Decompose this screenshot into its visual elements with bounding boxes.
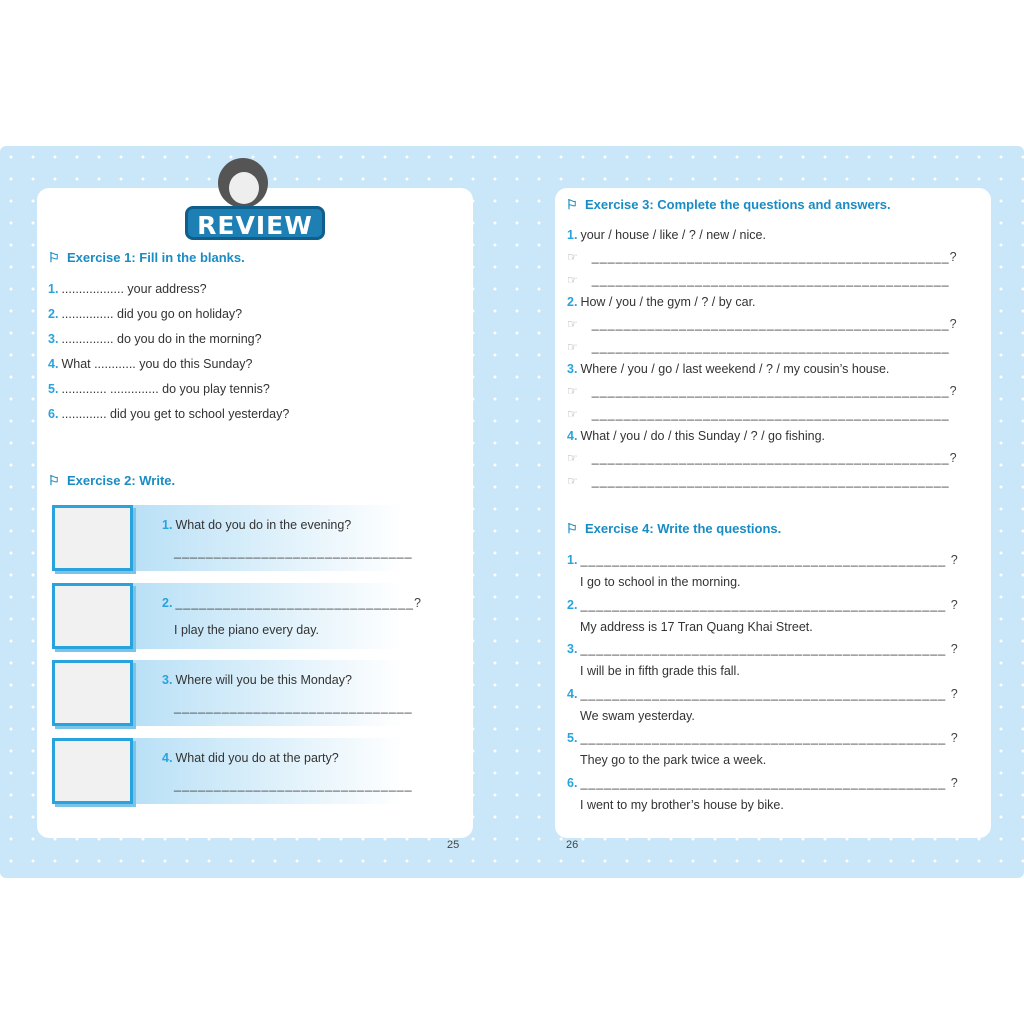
question-answer-line[interactable]: [567, 250, 958, 264]
exercise-1-item: [48, 407, 289, 421]
exercise-3-heading: [566, 197, 891, 212]
item-number: 5.: [48, 382, 59, 396]
blank-line[interactable]: _____________________________________________?: [591, 317, 958, 331]
exercise-picture: [52, 583, 133, 649]
exercise-4-question-line[interactable]: [567, 731, 959, 745]
item-text: .................. your address?: [61, 282, 207, 296]
item-number: 6.: [48, 407, 59, 421]
question-text[interactable]: What did you do at the party?: [175, 750, 339, 765]
exercise-4-question-line[interactable]: [567, 687, 959, 701]
blank-line[interactable]: _____________________________________________: [591, 273, 950, 287]
item-text: ............. did you get to school yesterday?: [61, 407, 290, 421]
blank-line[interactable]: _____________________________________________?: [591, 250, 958, 264]
item-text: ............. .............. do you play tennis?: [61, 382, 270, 396]
exercise-2-question: [162, 596, 422, 610]
exercise-3-prompt: [567, 295, 756, 309]
pointing-hand-icon: ☞: [567, 474, 578, 488]
item-number: 2.: [48, 307, 59, 321]
exercise-2-heading: [48, 473, 175, 488]
pointing-hand-icon: ☞: [567, 317, 578, 331]
exercise-4-question-line[interactable]: [567, 776, 959, 790]
question-answer-line[interactable]: [567, 384, 958, 398]
prompt-text: Where / you / go / last weekend / ? / my cousin’s house.: [580, 362, 890, 376]
item-number: 3.: [567, 642, 578, 657]
answer-band: [133, 505, 403, 571]
flag-icon: ⚐: [566, 197, 578, 212]
exercise-1-item: [48, 332, 262, 346]
item-number: 6.: [567, 776, 578, 790]
flag-icon: ⚐: [48, 250, 60, 265]
item-number: 1.: [567, 228, 578, 242]
flag-icon: ⚐: [566, 521, 578, 536]
blank-line[interactable]: ______________________________________________ ?: [580, 731, 959, 746]
exercise-2-question: [162, 518, 351, 532]
exercise-2-answer[interactable]: ______________________________: [174, 545, 413, 559]
heading-text: Exercise 3: Complete the questions and answers.: [585, 197, 891, 212]
exercise-2-answer: I play the piano every day.: [174, 622, 319, 637]
heading-text: Exercise 4: Write the questions.: [585, 521, 782, 536]
item-number: 3.: [162, 673, 173, 687]
heading-text: Exercise 2: Write.: [67, 473, 176, 488]
exercise-1-item: [48, 382, 270, 396]
item-text: What ............ you do this Sunday?: [61, 357, 253, 371]
prompt-text: What / you / do / this Sunday / ? / go fishing.: [580, 429, 826, 443]
blank-line[interactable]: ______________________________________________ ?: [580, 597, 959, 612]
item-number: 2.: [567, 597, 578, 612]
exercise-3-prompt: [567, 228, 766, 242]
exercise-2-answer[interactable]: ______________________________: [174, 700, 413, 714]
exercise-4-answer: I go to school in the morning.: [580, 575, 741, 589]
blank-line[interactable]: ______________________________________________ ?: [580, 553, 959, 567]
item-number: 2.: [567, 295, 578, 309]
exercise-1-heading: [48, 250, 245, 265]
question-answer-line[interactable]: [567, 317, 958, 331]
exercise-4-answer: My address is 17 Tran Quang Khai Street.: [580, 619, 813, 634]
question-text[interactable]: What do you do in the evening?: [175, 518, 352, 532]
answer-line[interactable]: [567, 407, 950, 421]
blank-line[interactable]: _____________________________________________?: [591, 451, 958, 465]
blank-line[interactable]: ______________________________________________ ?: [580, 776, 959, 790]
pointing-hand-icon: ☞: [567, 384, 578, 398]
exercise-4-answer: They go to the park twice a week.: [580, 753, 767, 768]
item-number: 1.: [567, 553, 578, 567]
answer-band: [133, 738, 403, 804]
page-number-right: 26: [566, 839, 579, 851]
exercise-4-heading: [566, 521, 781, 536]
question-text[interactable]: ______________________________?: [175, 595, 422, 610]
review-title: REVIEW 1: [185, 206, 325, 240]
exercise-1-item: [48, 307, 242, 321]
exercise-4-answer: I will be in fifth grade this fall.: [580, 664, 740, 679]
page-number-left: 25: [447, 839, 460, 851]
item-number: 4.: [567, 686, 578, 701]
exercise-3-prompt: [567, 429, 825, 443]
blank-line[interactable]: _____________________________________________: [591, 340, 950, 354]
exercise-4-answer: I went to my brother’s house by bike.: [580, 798, 784, 812]
item-number: 2.: [162, 595, 173, 610]
exercise-4-answer: We swam yesterday.: [580, 708, 695, 723]
exercise-4-question-line[interactable]: [567, 642, 959, 656]
blank-line[interactable]: ______________________________________________ ?: [580, 686, 959, 701]
exercise-2-question: [162, 751, 339, 765]
pointing-hand-icon: ☞: [567, 451, 578, 465]
answer-line[interactable]: [567, 273, 950, 287]
pointing-hand-icon: ☞: [567, 407, 578, 421]
answer-line[interactable]: [567, 474, 950, 488]
exercise-2-answer[interactable]: ______________________________: [174, 777, 413, 792]
item-number: 5.: [567, 731, 578, 746]
prompt-text: How / you / the gym / ? / by car.: [580, 295, 756, 309]
blank-line[interactable]: ______________________________________________ ?: [580, 642, 959, 657]
pointing-hand-icon: ☞: [567, 273, 578, 287]
item-number: 4.: [162, 750, 173, 765]
exercise-picture: [52, 738, 133, 804]
answer-band: [133, 583, 403, 649]
question-answer-line[interactable]: [567, 451, 958, 465]
exercise-2-question: [162, 673, 352, 687]
item-text: ............... did you go on holiday?: [61, 307, 243, 321]
exercise-1-item: [48, 282, 207, 296]
girl-face: [229, 172, 259, 204]
item-text: ............... do you do in the morning?: [61, 332, 262, 346]
pointing-hand-icon: ☞: [567, 340, 578, 354]
item-number: 1.: [162, 518, 173, 532]
exercise-4-question-line[interactable]: [567, 553, 959, 567]
item-number: 1.: [48, 282, 59, 296]
question-text[interactable]: Where will you be this Monday?: [175, 673, 352, 687]
item-number: 4.: [567, 429, 578, 443]
answer-line[interactable]: [567, 340, 950, 354]
blank-line[interactable]: _____________________________________________: [591, 474, 950, 488]
heading-text: Exercise 1: Fill in the blanks.: [67, 250, 245, 265]
flag-icon: ⚐: [48, 473, 60, 488]
blank-line[interactable]: _____________________________________________: [591, 407, 950, 421]
item-number: 3.: [567, 362, 578, 376]
exercise-1-item: [48, 357, 253, 371]
pointing-hand-icon: ☞: [567, 250, 578, 264]
blank-line[interactable]: _____________________________________________?: [591, 384, 958, 398]
prompt-text: your / house / like / ? / new / nice.: [580, 228, 766, 242]
answer-band: [133, 660, 403, 726]
exercise-picture: [52, 505, 133, 571]
item-number: 4.: [48, 357, 59, 371]
item-number: 3.: [48, 332, 59, 346]
exercise-picture: [52, 660, 133, 726]
exercise-3-prompt: [567, 362, 889, 376]
exercise-4-question-line[interactable]: [567, 598, 959, 612]
